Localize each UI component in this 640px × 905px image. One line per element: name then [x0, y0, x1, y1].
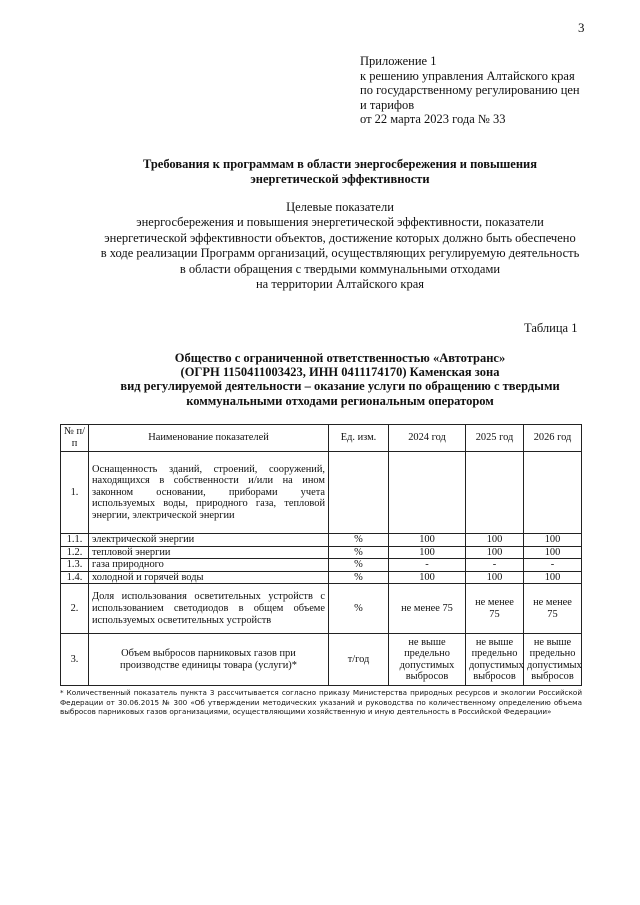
row-name: тепловой энергии: [89, 546, 329, 559]
row-num: 1.: [61, 452, 89, 534]
page-number: 3: [578, 20, 585, 35]
row-2025: 100: [466, 571, 524, 584]
row-2026: 100: [524, 571, 582, 584]
row-name: Доля использования осветительных устройств с использованием светодиодов в общем объеме используемых осветительных устройств: [89, 584, 329, 634]
targets-line: Целевые показатели: [286, 200, 394, 214]
org-line: вид регулируемой деятельности – оказание услуги по обращению с твердыми: [120, 379, 560, 394]
row-2025: -: [466, 559, 524, 572]
row-name: Оснащенность зданий, строений, сооружений, находящихся в собственности и/или на ином законном основании, приборами учета используемых воды, природного газа, тепловой энергии, электрической энергии: [89, 452, 329, 534]
table-row: [61, 571, 582, 584]
row-num: 1.1.: [61, 534, 89, 547]
row-name: Объем выбросов парниковых газов при производстве единицы товара (услуги)*: [89, 634, 329, 686]
targets-line: энергосбережения и повышения энергетической эффективности, показатели: [136, 215, 544, 230]
row-2025: не менее 75: [466, 584, 524, 634]
table-header-row: [61, 425, 582, 452]
row-unit: %: [329, 559, 389, 572]
table-row: [61, 546, 582, 559]
appendix-line: Приложение 1: [360, 54, 437, 68]
title-line: Требования к программам в области энергосбережения и повышения: [142, 157, 537, 171]
appendix-line: по государственному регулированию цен: [360, 83, 580, 97]
row-unit: [329, 452, 389, 534]
table-row: [61, 559, 582, 572]
table-row: [61, 634, 582, 686]
row-2024: 100: [389, 546, 466, 559]
row-2024: 100: [389, 534, 466, 547]
organization-heading: [100, 351, 580, 408]
table-row: [61, 534, 582, 547]
appendix-block: [360, 54, 580, 127]
row-2024: [389, 452, 466, 534]
org-line: Общество с ограниченной ответственностью «Автотранс»: [174, 351, 506, 365]
targets-line: на территории Алтайского края: [255, 277, 425, 292]
row-num: 1.2.: [61, 546, 89, 559]
row-2025: 100: [466, 546, 524, 559]
org-line: коммунальными отходами региональным оператором: [186, 393, 494, 408]
row-num: 2.: [61, 584, 89, 634]
org-line: (ОГРН 1150411003423, ИНН 0411174170) Каменская зона: [180, 365, 500, 380]
footnote: * Количественный показатель пункта 3 рассчитывается согласно приказу Министерства природных ресурсов и экологии Российской Федерации от 30.06.2015 № 300 «Об утверждении методических указаний и руководства по количественному определению объема выбросов парниковых газов организациями, осуществляющими хозяйственную и иную деятельность в Российской Федерации»: [60, 688, 582, 716]
title-line: энергетической эффективности: [250, 172, 430, 186]
indicators-table: [60, 424, 582, 686]
appendix-line: к решению управления Алтайского края: [360, 68, 575, 83]
row-unit: %: [329, 546, 389, 559]
header-name: Наименование показателей: [89, 425, 329, 452]
table-label: Таблица 1: [524, 321, 578, 335]
row-2026: 100: [524, 546, 582, 559]
header-2026: 2026 год: [524, 425, 582, 452]
document-title: [60, 157, 620, 187]
table-row: [61, 584, 582, 634]
row-2026: -: [524, 559, 582, 572]
row-num: 1.4.: [61, 571, 89, 584]
row-num: 1.3.: [61, 559, 89, 572]
row-2025: [466, 452, 524, 534]
row-2025: не выше предельно допустимых выбросов: [466, 634, 524, 686]
row-2024: не выше предельно допустимых выбросов: [389, 634, 466, 686]
row-unit: т/год: [329, 634, 389, 686]
row-2026: не выше предельно допустимых выбросов: [524, 634, 582, 686]
table-row: [61, 452, 582, 534]
appendix-line: и тарифов: [360, 97, 415, 112]
row-unit: %: [329, 534, 389, 547]
targets-line: в ходе реализации Программ организаций, осуществляющих регулируемую деятельность: [100, 246, 580, 261]
targets-heading: [60, 200, 620, 292]
row-name: холодной и горячей воды: [89, 571, 329, 584]
row-name: электрической энергии: [89, 534, 329, 547]
header-2025: 2025 год: [466, 425, 524, 452]
header-unit: Ед. изм.: [329, 425, 389, 452]
row-2024: 100: [389, 571, 466, 584]
row-2025: 100: [466, 534, 524, 547]
header-num: № п/п: [61, 425, 89, 452]
targets-line: энергетической эффективности объектов, достижение которых должно быть обеспечено: [104, 230, 576, 245]
row-2024: не менее 75: [389, 584, 466, 634]
row-2026: [524, 452, 582, 534]
header-2024: 2024 год: [389, 425, 466, 452]
appendix-line: от 22 марта 2023 года № 33: [360, 112, 506, 126]
row-num: 3.: [61, 634, 89, 686]
row-name: газа природного: [89, 559, 329, 572]
row-unit: %: [329, 584, 389, 634]
row-2024: -: [389, 559, 466, 572]
row-2026: 100: [524, 534, 582, 547]
row-2026: не менее 75: [524, 584, 582, 634]
targets-line: в области обращения с твердыми коммунальными отходами: [179, 261, 501, 276]
row-unit: %: [329, 571, 389, 584]
